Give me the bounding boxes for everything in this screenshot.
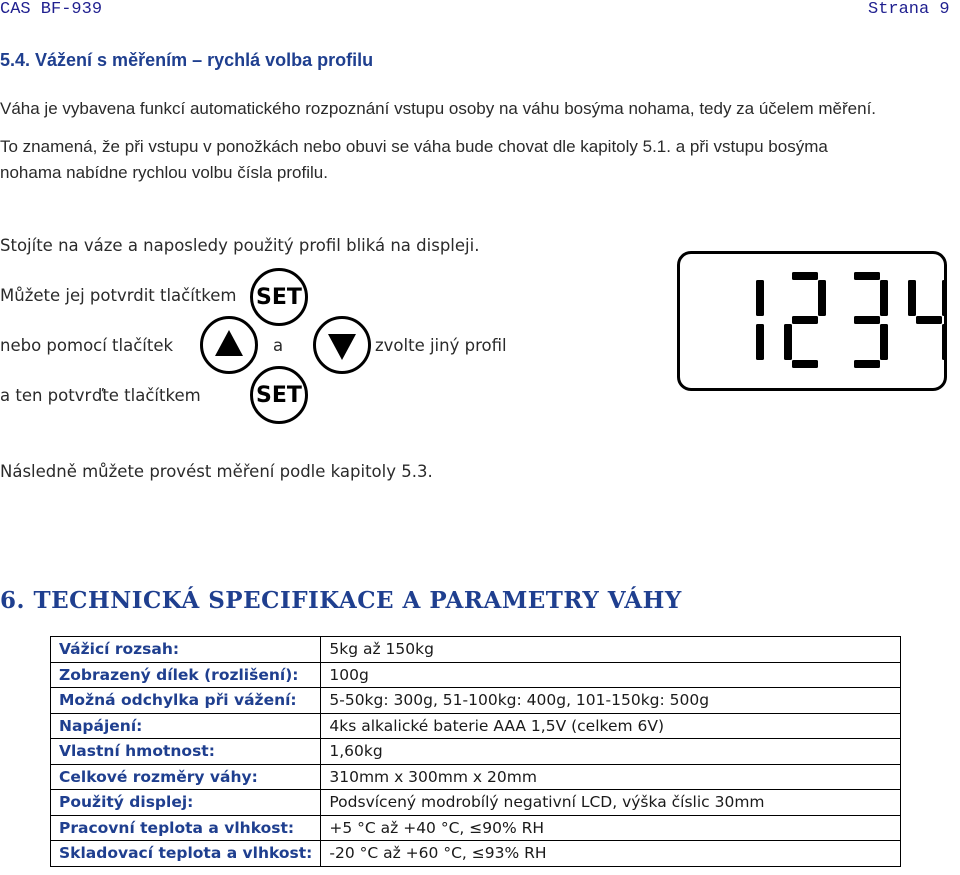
instruction-next: Následně můžete provést měření podle kapitoly 5.3. — [0, 462, 433, 481]
lcd-segment — [756, 324, 764, 360]
set-button-label: SET — [256, 284, 302, 310]
spec-value: 4ks alkalické baterie AAA 1,5V (celkem 6V) — [321, 713, 901, 739]
instruction-confirm: Můžete jej potvrdit tlačítkem — [0, 286, 237, 305]
spec-row — [51, 662, 901, 688]
lcd-segment — [880, 324, 888, 360]
instruction-confirm-again: a ten potvrďte tlačítkem — [0, 386, 201, 405]
lcd-segment — [784, 324, 792, 360]
section-title: 5.4. Vážení s měřením – rychlá volba profilu — [0, 50, 374, 70]
up-arrow-icon — [200, 316, 258, 374]
lcd-segment — [942, 324, 944, 360]
lcd-segment — [756, 280, 764, 316]
spec-label: Použitý displej: — [51, 790, 321, 816]
lcd-segment — [880, 280, 888, 316]
section-6-title: 6. TECHNICKÁ SPECIFIKACE A PARAMETRY VÁHY — [0, 587, 682, 614]
spec-row — [51, 790, 901, 816]
spec-row — [51, 688, 901, 714]
spec-row — [51, 764, 901, 790]
lcd-segment — [916, 316, 942, 324]
lcd-segment — [854, 360, 880, 368]
spec-label: Možná odchylka při vážení: — [51, 688, 321, 714]
lcd-display — [677, 251, 947, 391]
lcd-segment — [942, 280, 944, 316]
spec-value: -20 °C až +60 °C, ≤93% RH — [321, 841, 901, 867]
set-button-label-2: SET — [256, 382, 302, 408]
spec-value: 100g — [321, 662, 901, 688]
lcd-digits — [680, 254, 944, 388]
lcd-segment — [908, 280, 916, 316]
instruction-and: a — [273, 336, 284, 355]
paragraph-line-1: Váha je vybavena funkcí automatického rozpoznání vstupu osoby na váhu bosýma nohama, tedy za účelem měření. — [0, 99, 877, 118]
spec-label: Napájení: — [51, 713, 321, 739]
paragraph-line-3: nohama nabídne rychlou volbu čísla profilu. — [0, 163, 328, 182]
header-right: Strana 9 — [868, 0, 950, 19]
spec-row — [51, 815, 901, 841]
set-button-icon — [250, 268, 308, 326]
spec-row — [51, 739, 901, 765]
spec-label: Skladovací teplota a vlhkost: — [51, 841, 321, 867]
instruction-stand: Stojíte na váze a naposledy použitý profil bliká na displeji. — [0, 236, 480, 255]
spec-table — [50, 636, 901, 867]
lcd-segment — [818, 280, 826, 316]
header-left: CAS BF-939 — [0, 0, 103, 19]
lcd-segment — [792, 272, 818, 280]
spec-value: 5-50kg: 300g, 51-100kg: 400g, 101-150kg: 500g — [321, 688, 901, 714]
spec-row — [51, 713, 901, 739]
lcd-segment — [792, 316, 818, 324]
spec-value: Podsvícený modrobílý negativní LCD, výška číslic 30mm — [321, 790, 901, 816]
lcd-segment — [854, 316, 880, 324]
instruction-buttons: nebo pomocí tlačítek — [0, 336, 174, 355]
spec-row — [51, 637, 901, 663]
paragraph-line-2: To znamená, že při vstupu v ponožkách nebo obuvi se váha bude chovat dle kapitoly 5.1. a při vstupu bosýma — [0, 137, 828, 156]
spec-value: 1,60kg — [321, 739, 901, 765]
lcd-segment — [854, 272, 880, 280]
spec-value: +5 °C až +40 °C, ≤90% RH — [321, 815, 901, 841]
set-button-icon-2 — [250, 366, 308, 424]
down-arrow-icon — [313, 316, 371, 374]
spec-label: Vážicí rozsah: — [51, 637, 321, 663]
spec-value: 5kg až 150kg — [321, 637, 901, 663]
lcd-segment — [792, 360, 818, 368]
spec-label: Zobrazený dílek (rozlišení): — [51, 662, 321, 688]
spec-label: Vlastní hmotnost: — [51, 739, 321, 765]
spec-value: 310mm x 300mm x 20mm — [321, 764, 901, 790]
spec-label: Pracovní teplota a vlhkost: — [51, 815, 321, 841]
spec-label: Celkové rozměry váhy: — [51, 764, 321, 790]
instruction-choose: zvolte jiný profil — [375, 336, 507, 355]
spec-row — [51, 841, 901, 867]
